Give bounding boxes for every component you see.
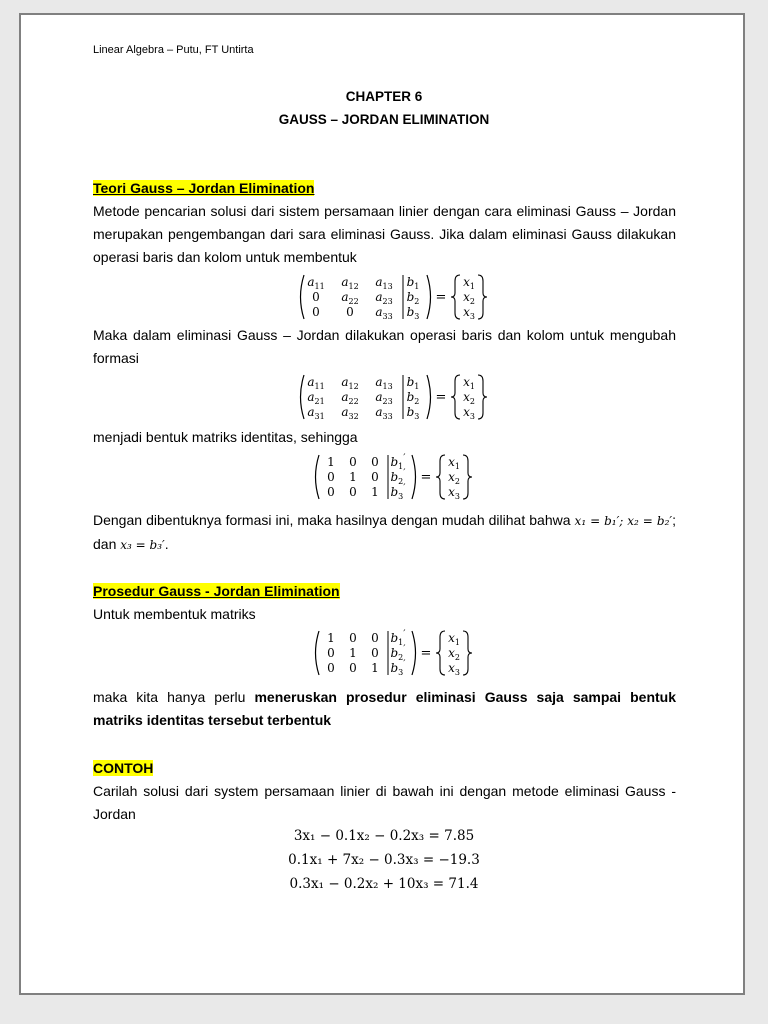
unknown-entry: $x_2$ bbox=[463, 290, 475, 306]
rhs-entry: $b_1'$ bbox=[390, 629, 406, 647]
matrix-entry: $a_{31}$ bbox=[307, 405, 325, 421]
unknown-entry: $x_1$ bbox=[463, 275, 475, 291]
matrix-entry: $a_{12}$ bbox=[341, 375, 359, 391]
unknown-entry: $x_3$ bbox=[463, 305, 475, 321]
unknown-entry: $x_1$ bbox=[448, 631, 460, 647]
matrix-entry: 0 bbox=[346, 305, 354, 319]
example-equation-2: 0.1x₁ + 7x₂ − 0.3x₃ = −19.3 bbox=[288, 852, 480, 868]
matrix-entry: $a_{12}$ bbox=[341, 275, 359, 291]
unknown-entry: $x_3$ bbox=[463, 405, 475, 421]
chapter-label: CHAPTER 6 bbox=[345, 89, 423, 104]
chapter-title: GAUSS – JORDAN ELIMINATION bbox=[278, 112, 490, 127]
rhs-entry: $b_3'$ bbox=[390, 659, 406, 677]
theory-paragraph-4: Dengan dibentuknya formasi ini, maka hasilnya dengan mudah dilihat bahwa x₁ = b₁′; x₂ = b₂′; dan x₃ = b₃′. bbox=[93, 512, 677, 552]
theory-paragraph-1: Metode pencarian solusi dari sistem persamaan linier dengan cara eliminasi Gauss – Jordan merupakan pengembangan dari sara eliminasi Gauss. Jika dalam eliminasi Gauss dilakukan operasi baris dan kolom untuk membentuk bbox=[93, 203, 676, 265]
matrix-entry: 0 bbox=[312, 290, 320, 304]
unknown-entry: $x_2$ bbox=[448, 646, 460, 662]
matrix-entry: 1 bbox=[371, 661, 379, 675]
matrix-entry: 0 bbox=[327, 661, 335, 675]
right-brace bbox=[478, 275, 487, 319]
rhs-entry: $b_2$ bbox=[406, 290, 420, 306]
rhs-entry: $b_3'$ bbox=[390, 483, 406, 501]
rhs-entry: $b_2'$ bbox=[390, 644, 406, 662]
unknown-entry: $x_3$ bbox=[448, 485, 460, 501]
matrix-entry: $a_{33}$ bbox=[375, 405, 393, 421]
unknown-entry: $x_2$ bbox=[463, 390, 475, 406]
theory-paragraph-3: menjadi bentuk matriks identitas, sehingga bbox=[93, 429, 358, 445]
matrix-entry: 0 bbox=[371, 631, 379, 645]
matrix-entry: 1 bbox=[327, 631, 335, 645]
unknown-entry: $x_1$ bbox=[448, 455, 460, 471]
theory-paragraph-2: Maka dalam eliminasi Gauss – Jordan dilakukan operasi baris dan kolom untuk mengubah formasi bbox=[93, 327, 676, 366]
section-heading-procedure: Prosedur Gauss - Jordan Elimination bbox=[93, 583, 340, 599]
matrix-equation-full bbox=[296, 373, 496, 423]
right-paren bbox=[427, 275, 431, 319]
equals-sign: = bbox=[420, 646, 432, 661]
matrix-entry: 1 bbox=[327, 455, 335, 469]
left-paren bbox=[316, 455, 320, 499]
equals-sign: = bbox=[435, 290, 447, 305]
matrix-entry: 0 bbox=[349, 485, 357, 499]
right-paren bbox=[427, 375, 431, 419]
matrix-entry: $a_{23}$ bbox=[375, 390, 393, 406]
matrix-entry: 0 bbox=[371, 470, 379, 484]
running-header: Linear Algebra – Putu, FT Untirta bbox=[93, 44, 254, 56]
left-brace bbox=[436, 455, 445, 499]
left-brace bbox=[451, 275, 460, 319]
matrix-entry: $a_{23}$ bbox=[375, 290, 393, 306]
rhs-entry: $b_1$ bbox=[406, 275, 420, 291]
matrix-entry: 1 bbox=[349, 470, 357, 484]
unknown-entry: $x_1$ bbox=[463, 375, 475, 391]
right-brace bbox=[478, 375, 487, 419]
matrix-entry: $a_{22}$ bbox=[341, 290, 359, 306]
matrix-entry: 1 bbox=[371, 485, 379, 499]
unknown-entry: $x_2$ bbox=[448, 470, 460, 486]
example-equation-3: 0.3x₁ − 0.2x₂ + 10x₃ = 71.4 bbox=[289, 876, 479, 892]
matrix-entry: $a_{22}$ bbox=[341, 390, 359, 406]
matrix-equation-identity-2 bbox=[311, 629, 481, 681]
rhs-entry: $b_3$ bbox=[406, 305, 420, 321]
matrix-entry: $a_{11}$ bbox=[307, 375, 325, 391]
example-equation-1: 3x₁ − 0.1x₂ − 0.2x₃ = 7.85 bbox=[293, 828, 475, 844]
right-brace bbox=[463, 631, 472, 675]
matrix-entry: 0 bbox=[327, 470, 335, 484]
rhs-entry: $b_1$ bbox=[406, 375, 420, 391]
right-paren bbox=[412, 631, 416, 675]
document-page bbox=[19, 13, 745, 995]
rhs-entry: $b_1'$ bbox=[390, 453, 406, 471]
matrix-entry: 0 bbox=[327, 646, 335, 660]
matrix-entry: $a_{32}$ bbox=[341, 405, 359, 421]
matrix-entry: 1 bbox=[349, 646, 357, 660]
matrix-entry: 0 bbox=[349, 455, 357, 469]
matrix-entry: $a_{21}$ bbox=[307, 390, 325, 406]
rhs-entry: $b_2'$ bbox=[390, 468, 406, 486]
matrix-entry: 0 bbox=[349, 631, 357, 645]
left-paren bbox=[301, 375, 305, 419]
matrix-entry: 0 bbox=[349, 661, 357, 675]
matrix-equation-upper bbox=[296, 273, 496, 323]
rhs-entry: $b_2$ bbox=[406, 390, 420, 406]
matrix-entry: $a_{13}$ bbox=[375, 275, 393, 291]
equals-sign: = bbox=[420, 470, 432, 485]
right-brace bbox=[463, 455, 472, 499]
matrix-entry: $a_{33}$ bbox=[375, 305, 393, 321]
matrix-equation-identity-1 bbox=[311, 453, 481, 505]
procedure-paragraph-1: Untuk membentuk matriks bbox=[93, 606, 256, 622]
section-heading-theory: Teori Gauss – Jordan Elimination bbox=[93, 180, 315, 196]
equals-sign: = bbox=[435, 390, 447, 405]
rhs-entry: $b_3$ bbox=[406, 405, 420, 421]
matrix-entry: $a_{11}$ bbox=[307, 275, 325, 291]
matrix-entry: 0 bbox=[312, 305, 320, 319]
left-brace bbox=[436, 631, 445, 675]
section-heading-example: CONTOH bbox=[93, 760, 154, 776]
left-paren bbox=[301, 275, 305, 319]
unknown-entry: $x_3$ bbox=[448, 661, 460, 677]
example-paragraph: Carilah solusi dari system persamaan linier di bawah ini dengan metode eliminasi Gauss - Jordan bbox=[93, 783, 676, 822]
matrix-entry: 0 bbox=[371, 646, 379, 660]
matrix-entry: $a_{13}$ bbox=[375, 375, 393, 391]
right-paren bbox=[412, 455, 416, 499]
left-brace bbox=[451, 375, 460, 419]
procedure-paragraph-2: maka kita hanya perlu meneruskan prosedur eliminasi Gauss saja sampai bentuk matriks identitas tersebut terbentuk bbox=[93, 689, 677, 728]
left-paren bbox=[316, 631, 320, 675]
matrix-entry: 0 bbox=[371, 455, 379, 469]
matrix-entry: 0 bbox=[327, 485, 335, 499]
